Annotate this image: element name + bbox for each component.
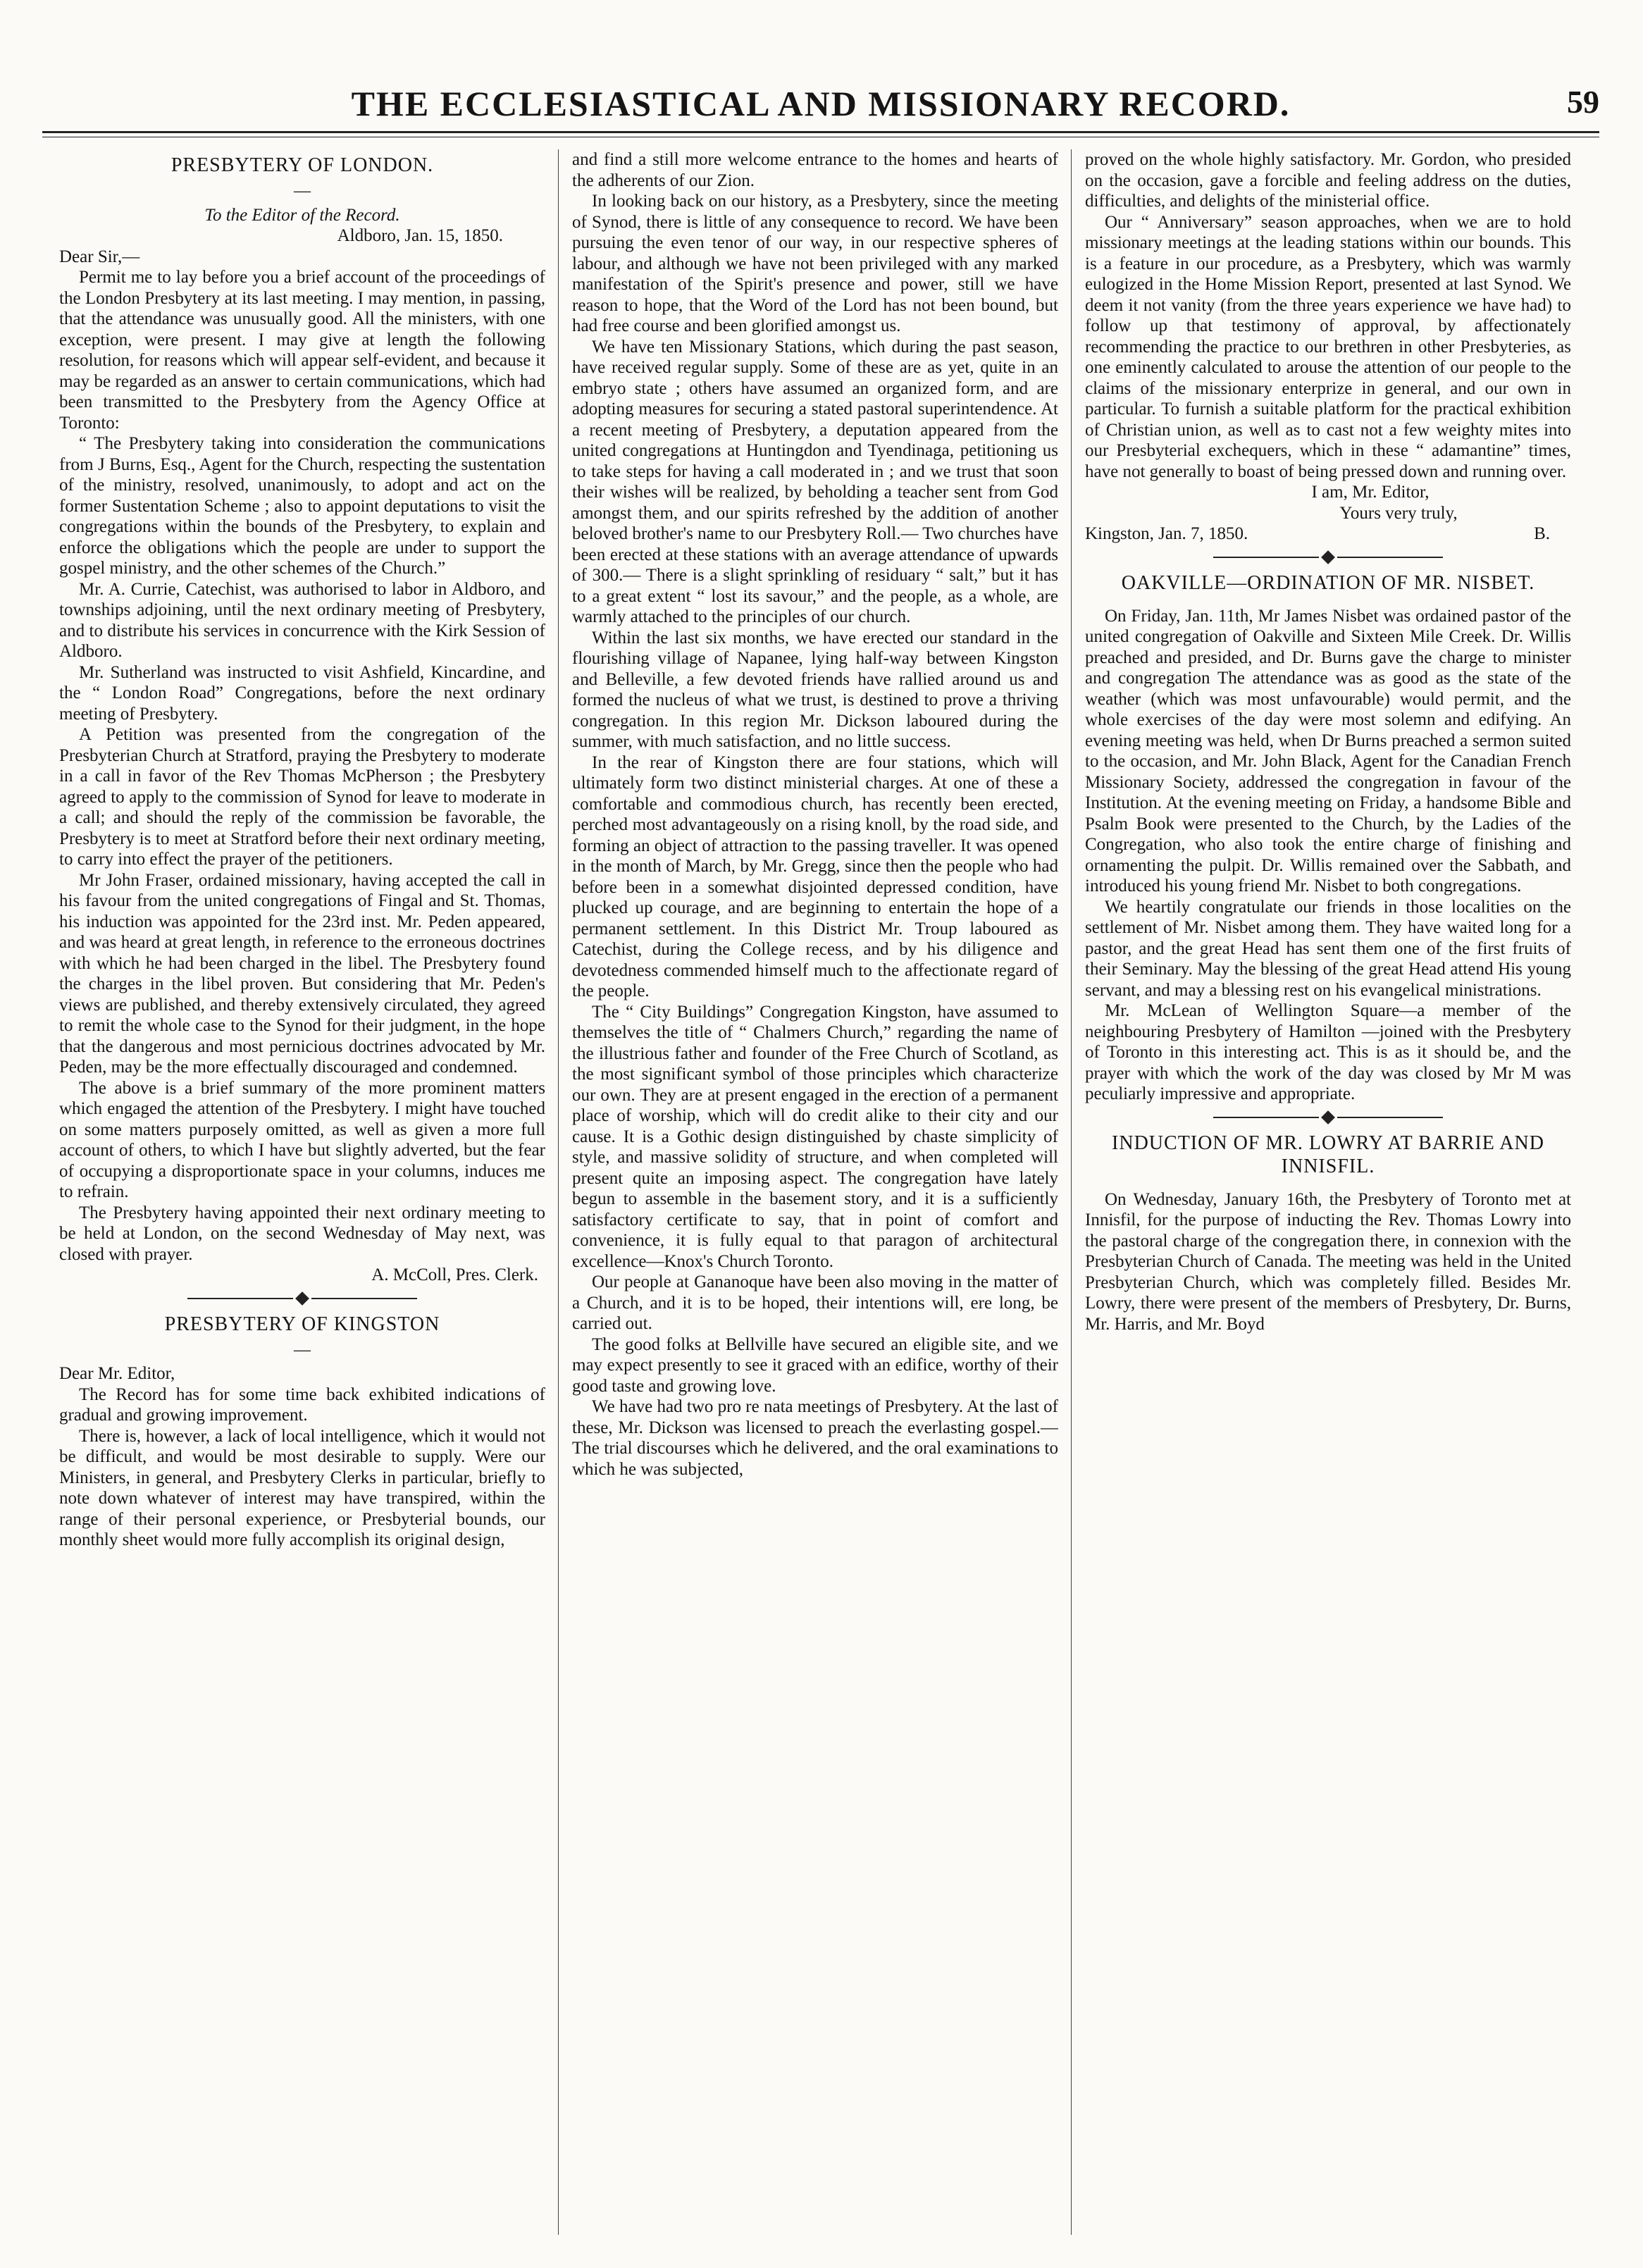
paragraph: Permit me to lay before you a brief account of the proceedings of the London Presbytery at its last meeting. I may mention, in passing, that the attendance was unusually good. All the ministers, with one exception, were present. I may give at length the following resolution, for reasons which will appear self-evident, and because it may be regarded as an answer to certain communications, which had been transmitted to the Presbytery from the Agency Office at Toronto:	[59, 268, 545, 433]
addressee-line: To the Editor of the Record.	[204, 205, 400, 225]
page-number: 59	[1567, 84, 1599, 120]
page-title: THE ECCLESIASTICAL AND MISSIONARY RECORD.	[351, 84, 1291, 123]
article-heading-london: PRESBYTERY OF LONDON.	[170, 154, 434, 176]
paragraph: “ The Presbytery taking into consideration the communications from J Burns, Esq., Agent for the Church, respecting the sustentation of the ministry, resolved, unanimously, to adopt and act on the former Sustentation Scheme ; also to appoint deputations to visit the congregations within the bounds of the Presbytery, to explain and enforce the obligations which the people are under to support the gospel ministry, and the other schemes of the Church.”	[59, 434, 545, 578]
article-heading-lowry: INDUCTION OF MR. LOWRY AT BARRIE AND INNISFIL.	[1112, 1132, 1544, 1177]
sign-place: Kingston, Jan. 7, 1850.	[1085, 524, 1248, 543]
paragraph: Mr. Sutherland was instructed to visit Ashfield, Kincardine, and the “ London Road” Congregations, before the next ordinary meeting of Presbytery.	[59, 662, 545, 724]
paragraph: Our people at Gananoque have been also moving in the matter of a Church, and it is to be hoped, their intentions will, ere long, be carried out.	[572, 1272, 1058, 1333]
heading-dash: —	[294, 182, 311, 200]
paragraph: The good folks at Bellville have secured an eligible site, and we may expect presently to see it graced with an edifice, worthy of their good taste and growing love.	[572, 1334, 1058, 1396]
paragraph: We have ten Missionary Stations, which during the past season, have received regular supply. Some of these are as yet, quite in an embryo state ; others have assumed an organized form, and are adopting measures for securing a stated pastoral superintendence. At a recent meeting of Presbytery, a deputation appeared from the united congregations at Huntingdon and Tyendinaga, petitioning us to take steps for having a call moderated in ; and we trust that soon their wishes will be realized, by beholding a teacher sent from God amongst them, and our spirits refreshed by the addition of another beloved brother's name to our Presbytery Roll.— Two churches have been erected at these stations with an average attendance of upwards of 300.— There is a slight sprinkling of residuary “ salt,” but it has to a great extent “ lost its savour,” and the people, as a whole, are warmly attached to the principles of our church.	[572, 337, 1058, 626]
paragraph: Mr. McLean of Wellington Square—a member of the neighbouring Presbytery of Hamilton —joined with the Presbytery of Toronto in this interesting act. This is as it should be, and the prayer with which the work of the day was closed by Mr M was peculiarly impressive and appropriate.	[1085, 1001, 1571, 1103]
paragraph: The Presbytery having appointed their next ordinary meeting to be held at London, on the second Wednesday of May next, was closed with prayer.	[59, 1203, 545, 1264]
paragraph: Our “ Anniversary” season approaches, when we are to hold missionary meetings at the leading stations within our bounds. This is a feature in our procedure, as a Presbytery, which was warmly eulogized in the Home Mission Report, presented at last Synod. We deem it not vanity (from the three years experience we have had) to follow up that testimony of approval, by affectionately recommending the practice to our brethren in other Presbyteries, as one eminently calculated to arouse the attention of our people to the claims of the missionary enterprize in general, and our own in particular. To furnish a suitable platform for the practical exhibition of Christian union, as well as to cast not a few weighty mites into our Presbyterial exchequers, which in these “ adamantine” times, have not generally to boast of being pressed down and running over.	[1085, 212, 1571, 481]
paragraph: Mr John Fraser, ordained missionary, having accepted the call in his favour from the united congregations of Fingal and St. Thomas, his induction was appointed for the 23rd inst. Mr. Peden appeared, and was heard at great length, in reference to the erroneous doctrines with which he had been charged in the libel. The Presbytery found the charges in the libel proven. But considering that Mr. Peden's views are published, and thereby extensively circulated, they agreed to remit the whole case to the Synod for their judgment, in the hope that the dangerous and most pernicious doctrines advocated by Mr. Peden, may be the more effectually discouraged and condemned.	[59, 870, 545, 1077]
paragraph: The above is a brief summary of the more prominent matters which engaged the attention of the Presbytery. I might have touched on some matters purposely omitted, as well as given a more full account of others, to which I have but slightly adverted, but the fear of occupying a disproportionate space in your columns, induces me to refrain.	[59, 1078, 545, 1201]
paragraph: The “ City Buildings” Congregation Kingston, have assumed to themselves the title of “ Chalmers Church,” regarding the name of the illustrious father and founder of the Free Church of Scotland, as the most significant symbol of those principles which characterize our own. They are at present engaged in the erection of a permanent place of worship, which will do credit alike to their city and our cause. It is a Gothic design distinguished by chaste simplicity of style, and massive solidity of structure, and when completed will present quite an imposing aspect. The congregation have lately begun to assemble in the basement story, and it is a sufficiently satisfactory certificate to say, that in point of comfort and convenience, it is fully equal to that paragon of architectural excellence—Knox's Church Toronto.	[572, 1002, 1058, 1271]
closing-line: Yours very truly,	[1339, 503, 1458, 523]
paragraph: Within the last six months, we have erected our standard in the flourishing village of Napanee, lying half-way between Kingston and Belleville, a few devoted friends have rallied around us and formed the nucleus of what we trust, is destined to prove a thriving congregation. In this region Mr. Dickson laboured during the summer, with much satisfaction, and no little success.	[572, 628, 1058, 751]
article-heading-kingston: PRESBYTERY OF KINGSTON	[164, 1313, 440, 1335]
paragraph: In looking back on our history, as a Presbytery, since the meeting of Synod, there is little of any consequence to record. We have been pursuing the even tenor of our way, in our respective spheres of labour, and although we have not been privileged with any marked manifestation of the Spirit's presence and power, still we have reason to hope, that the Word of the Lord has not been bound, but had free course and been glorified amongst us.	[572, 192, 1058, 335]
heading-dash: —	[294, 1340, 311, 1359]
column-3	[1085, 149, 1571, 2235]
closing-line: I am, Mr. Editor,	[1311, 483, 1430, 502]
paragraph: We heartily congratulate our friends in those localities on the settlement of Mr. Nisbet among them. They have waited long for a pastor, and the great Head has sent them one of the first fruits of their Seminary. May the blessing of the great Head attend His young servant, and may a blessing rest on his evangelical ministrations.	[1085, 897, 1571, 1000]
section-ornament	[1085, 1112, 1571, 1123]
dateline: Aldboro, Jan. 15, 1850.	[337, 226, 503, 245]
salutation: Dear Mr. Editor,	[59, 1364, 175, 1383]
paragraph: There is, however, a lack of local intelligence, which it would not be difficult, and would be most desirable to supply. Were our Ministers, in general, and Presbytery Clerks in particular, briefly to note down whatever of interest may have transpired, within the range of their personal experience, or Presbyterial bounds, our monthly sheet would more fully accomplish its original design,	[59, 1426, 545, 1549]
paragraph: We have had two pro re nata meetings of Presbytery. At the last of these, Mr. Dickson was licensed to preach the everlasting gospel.— The trial discourses which he delivered, and the oral examinations to which he was subjected,	[572, 1397, 1058, 1479]
paragraph: On Friday, Jan. 11th, Mr James Nisbet was ordained pastor of the united congregation of Oakville and Sixteen Mile Creek. Dr. Willis preached and presided, and Dr. Burns gave the charge to minister and congregation The attendance was as good as the state of the weather (which was most unfavourable) would permit, and the whole exercises of the day were most solemn and edifying. An evening meeting was held, when Dr Burns preached a sermon suited to the occasion, and Mr. John Black, Agent for the Canadian French Missionary Society, addressed the congregation in favour of the Institution. At the evening meeting on Friday, a handsome Bible and Psalm Book were presented to the Church, by the Ladies of the Congregation, who also took the entire charge of finishing and ornamenting the pulpit. Dr. Willis remained over the Sabbath, and introduced his young friend Mr. Nisbet to both congregations.	[1085, 606, 1571, 896]
column-1	[59, 149, 545, 2235]
column-2	[572, 149, 1058, 2235]
section-ornament	[59, 1293, 545, 1304]
paragraph: Mr. A. Currie, Catechist, was authorised to labor in Aldboro, and townships adjoining, until the next ordinary meeting of Presbytery, and to distribute his services in concurrence with the Kirk Session of Aldboro.	[59, 579, 545, 661]
paragraph: A Petition was presented from the congregation of the Presbyterian Church at Stratford, praying the Presbytery to moderate in a call in favor of the Rev Thomas McPherson ; the Presbytery agreed to apply to the commission of Synod for leave to moderate in a call; and should the reply of the commission be favorable, the Presbytery is to meet at Stratford before their next ordinary meeting, to carry into effect the prayer of the petitioners.	[59, 725, 545, 869]
paragraph: The Record has for some time back exhibited indications of gradual and growing improvement.	[59, 1384, 545, 1425]
paragraph: proved on the whole highly satisfactory. Mr. Gordon, who presided on the occasion, gave a forcible and feeling address on the duties, difficulties, and delights of the ministerial office.	[1085, 150, 1571, 211]
letter-sign-off	[1085, 523, 1571, 545]
article-heading-oakville: OAKVILLE—ORDINATION OF MR. NISBET.	[1121, 571, 1535, 594]
column-divider	[1071, 149, 1072, 2235]
sign-initial: B.	[1534, 524, 1550, 543]
salutation: Dear Sir,—	[59, 247, 140, 266]
paragraph: On Wednesday, January 16th, the Presbytery of Toronto met at Innisfil, for the purpose of inducting the Rev. Thomas Lowry into the pastoral charge of the congregation there, in connexion with the Presbyterian Church of Canada. The meeting was held in the United Presbyterian Church, which was completely filled. Besides Mr. Lowry, there were present of the members of Presbytery, Dr. Burns, Mr. Harris, and Mr. Boyd	[1085, 1189, 1571, 1334]
header-rule-thick	[42, 131, 1599, 133]
paragraph: and find a still more welcome entrance to the homes and hearts of the adherents of our Zion.	[572, 150, 1058, 190]
section-ornament	[1085, 552, 1571, 563]
signature: A. McColl, Pres. Clerk.	[371, 1265, 538, 1284]
paragraph: In the rear of Kingston there are four stations, which will ultimately form two distinct ministerial charges. At one of these a comfortable and commodious church, has recently been erected, perched most advantageously on a rising knoll, by the road side, and forming an object of attraction to the passing traveller. It was opened in the month of March, by Mr. Gregg, since then the people who had before been in a somewhat disjointed depressed condition, have plucked up courage, and are beginning to entertain the hope of a permanent settlement. In this District Mr. Troup laboured as Catechist, during the College recess, and by his diligence and devotedness commended himself much to the affectionate regard of the people.	[572, 752, 1058, 1000]
column-divider	[558, 149, 559, 2235]
